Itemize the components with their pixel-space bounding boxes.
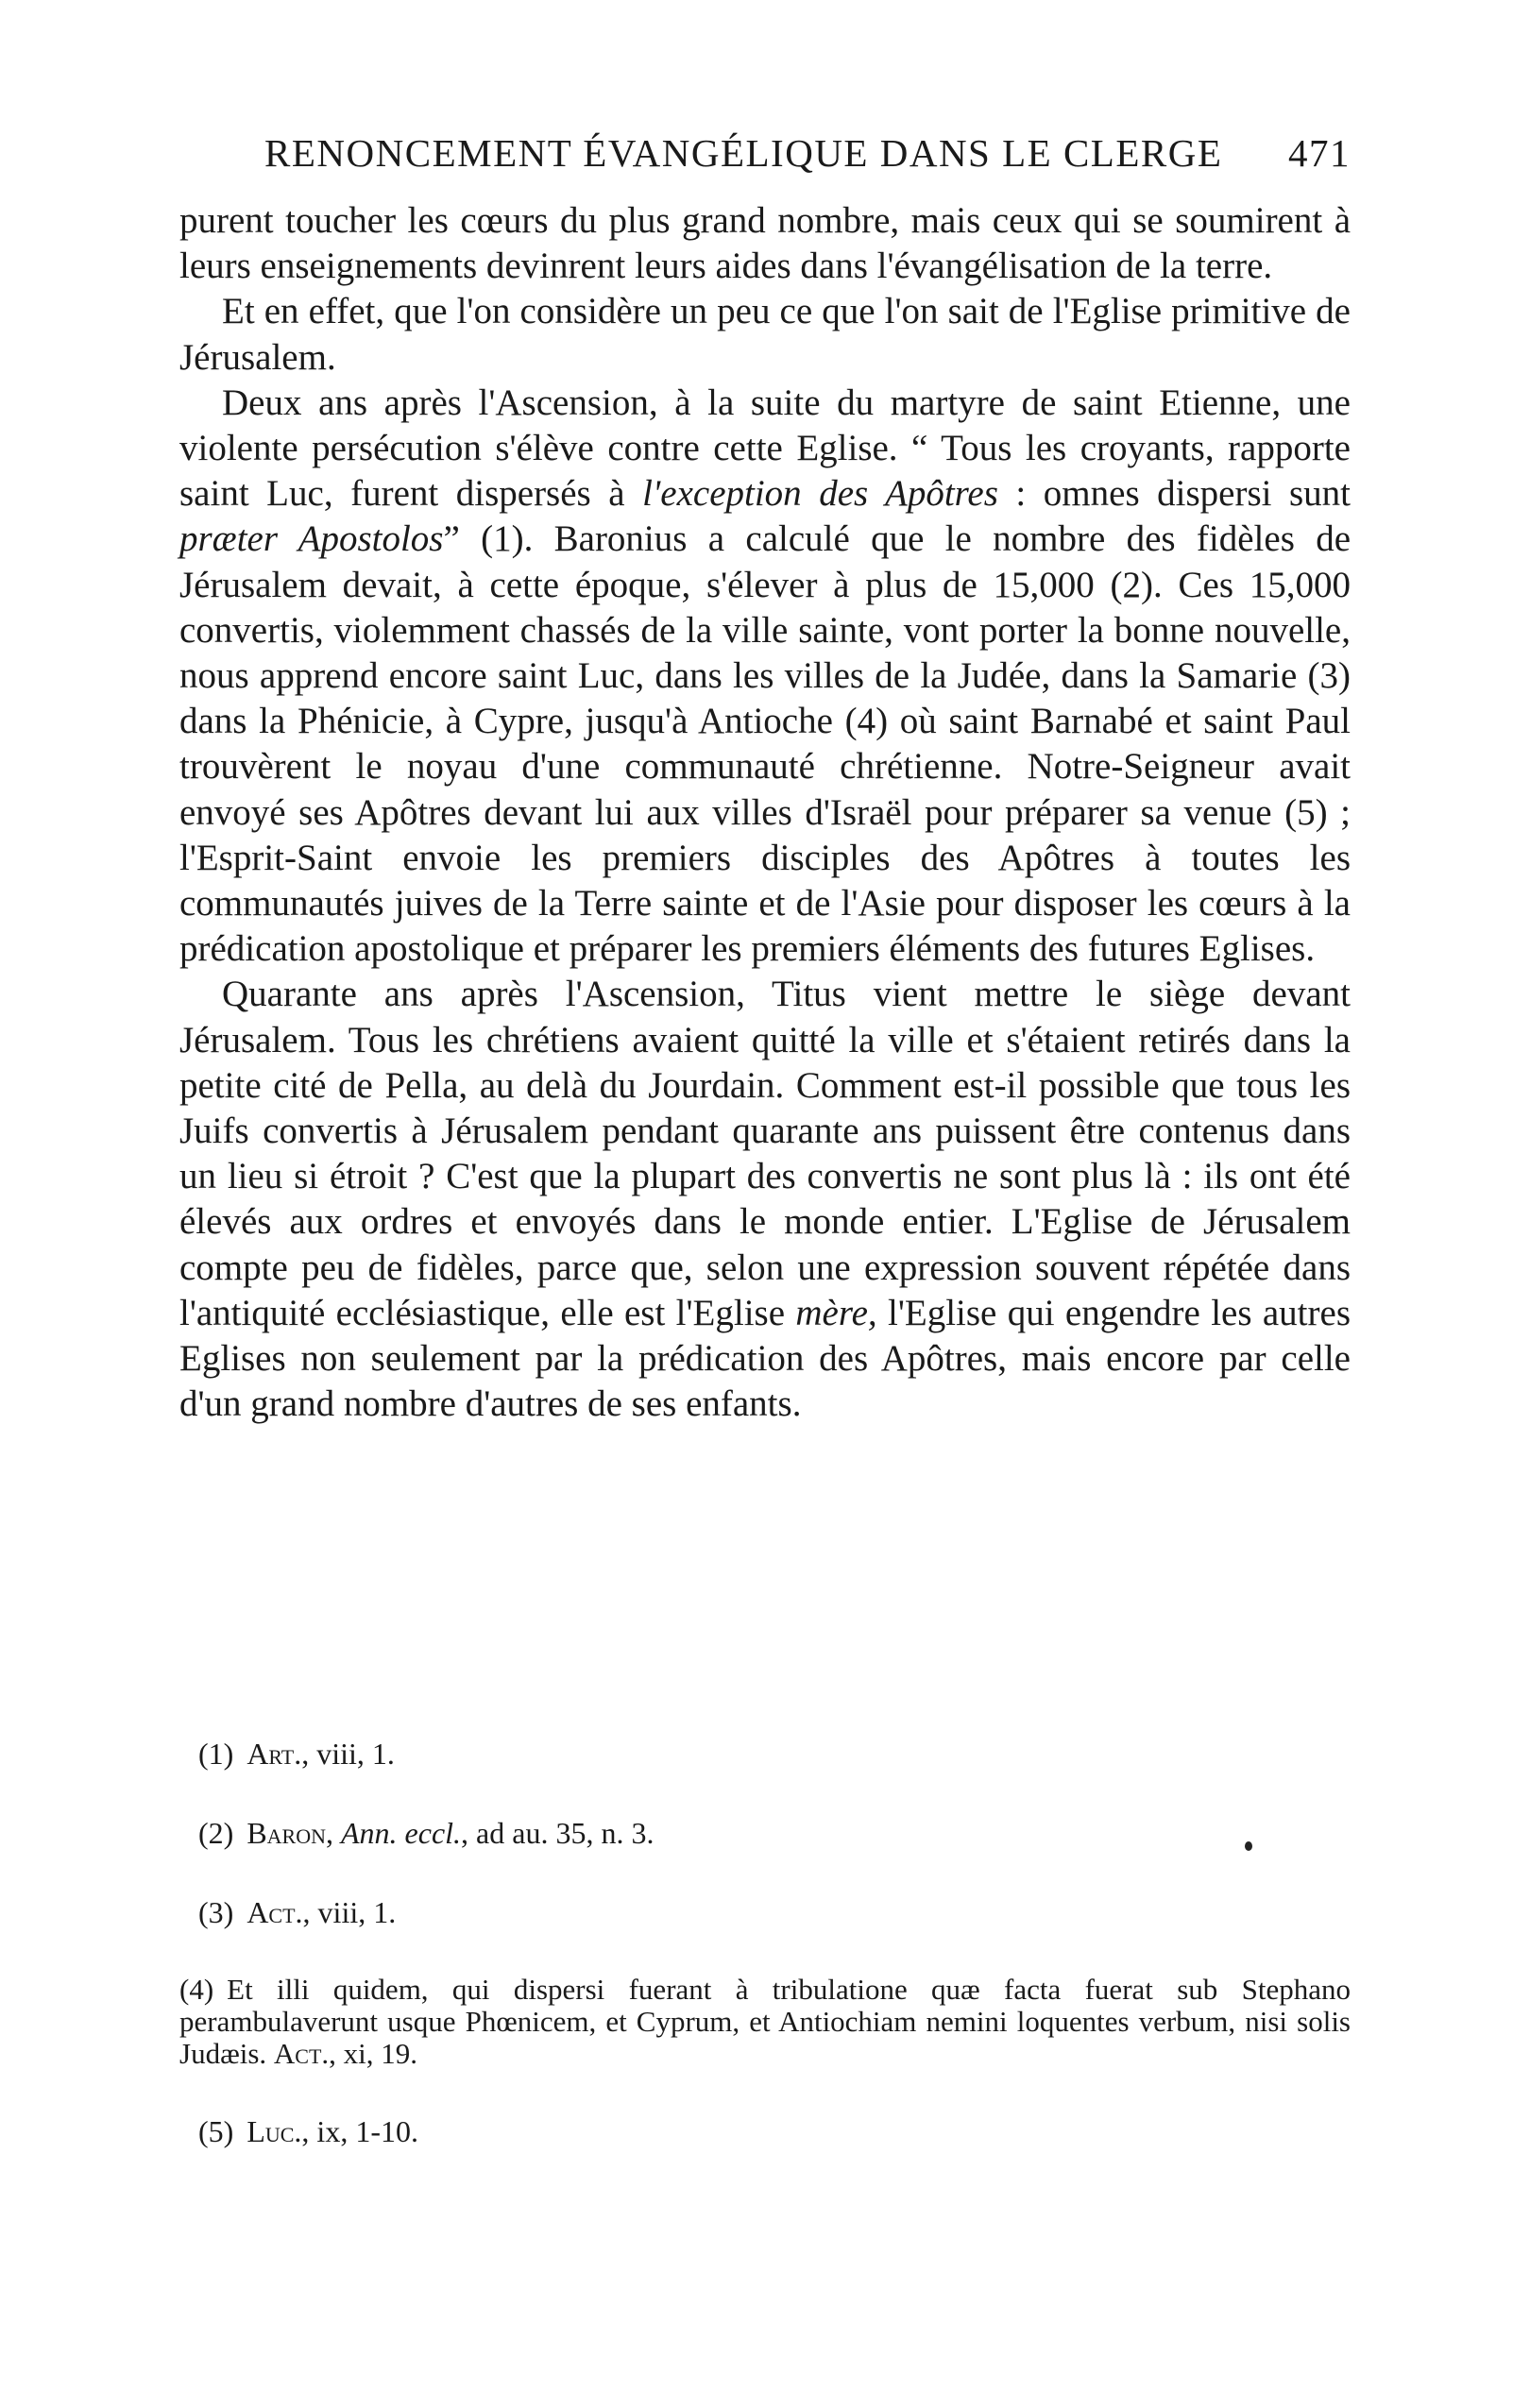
paragraph-4 — [179, 972, 1351, 1427]
paragraph-3-part-c: ” (1). Baronius a calculé que le nombre des fidèles de Jérusalem devait, à cette époque, s'élever à plus de 15,000 (2). Ces 15,000 convertis, violemment chassés de la ville sainte, vont porter la bonne nouvelle, nous apprend encore saint Luc, dans les villes de la Judée, dans la Samarie (3) dans la Phénicie, à Cypre, jusqu'à Antioche (4) où saint Barnabé et saint Paul trouvèrent le noyau d'une communauté chrétienne. Notre-Seigneur avait envoyé ses Apôtres devant lui aux villes d'Israël pour préparer sa venue (5) ; l'Esprit-Saint envoie les premiers disciples des Apôtres à toutes les communautés juives de la Terre sainte et de l'Asie pour disposer les cœurs à la prédication apostolique et préparer les premiers éléments des futures Eglises. — [179, 518, 1351, 970]
footnote-ref: , xi, 19. — [329, 2037, 418, 2070]
main-text — [179, 198, 1351, 1427]
footnote-ref: , ix, 1-10. — [301, 2114, 418, 2148]
paragraph-4-part-b: l'Eglise qui engendre les autres Eglises non seulement par la prédication des Apôtres, mais encore par celle d'un grand nombre d'autres de ses enfants. — [179, 1292, 1351, 1425]
footnote-2: (2) Baron, Ann. eccl., ad au. 35, n. 3. — [198, 1816, 654, 1850]
footnote-number: (5) — [198, 2114, 234, 2148]
footnote-1 — [198, 1736, 1351, 1772]
footnote-4 — [179, 1974, 1351, 2070]
footnote-number: (3) — [198, 1895, 234, 1929]
footnote-source: Art. — [246, 1737, 302, 1771]
footnote-source: Act. — [246, 1895, 303, 1929]
paragraph-2: Et en effet, que l'on considère un peu ce que l'on sait de l'Eglise primitive de Jérusalem. — [179, 291, 1351, 378]
running-title: RENONCEMENT ÉVANGÉLIQUE DANS LE CLERGE — [264, 131, 1223, 175]
footnote-ref: , ad au. 35, n. 3. — [461, 1816, 654, 1850]
footnote-number: (4) — [179, 1973, 214, 2006]
footnote-source: Baron — [246, 1816, 326, 1850]
paragraph-3-italic-1: l'exception des Apôtres — [642, 473, 998, 515]
paragraph-3-italic-2: præter Apostolos — [179, 518, 444, 560]
footnote-source: Luc. — [246, 2114, 302, 2148]
footnote-number: (2) — [198, 1816, 234, 1850]
paragraph-3 — [179, 381, 1351, 973]
paragraph-3-part-b: : omnes dispersi sunt — [997, 473, 1352, 515]
footnote-3 — [198, 1894, 1351, 1930]
footnote-text: Et illi quidem, qui dispersi fuerant à tribulatione quæ facta fuerat sub Stephano perambulaverunt usque Phœnicem, et Cyprum, et Antiochiam nemini loquentes verbum, nisi solis Judæis. — [179, 1973, 1351, 2070]
footnote-source: Act. — [273, 2037, 330, 2070]
footnote-ref: , viii, 1. — [301, 1737, 395, 1771]
paragraph-1: purent toucher les cœurs du plus grand nombre, mais ceux qui se soumirent à leurs enseignements devinrent leurs aides dans l'évangélisation de la terre. — [179, 200, 1351, 287]
paragraph-3-part-a: Deux ans après l'Ascension, à la suite du martyre de saint Etienne, une violente persécution s'élève contre cette Eglise. “ Tous les croyants, rapporte saint Luc, furent dispersés à — [179, 382, 1351, 515]
ink-speck — [1245, 1841, 1252, 1851]
page-number: 471 — [1288, 131, 1351, 175]
paragraph-4-italic: mère, — [795, 1292, 877, 1333]
footnote-number: (1) — [198, 1737, 234, 1771]
footnote-title: Ann. eccl. — [341, 1816, 462, 1850]
footnote-ref: , viii, 1. — [302, 1895, 397, 1929]
paragraph-4-part-a: Quarante ans après l'Ascension, Titus vient mettre le siège devant Jérusalem. Tous les chrétiens avaient quitté la ville et s'étaient retirés dans la petite cité de Pella, au delà du Jourdain. Comment est-il possible que tous les Juifs convertis à Jérusalem pendant quarante ans puissent être contenus dans un lieu si étroit ? C'est que la plupart des convertis ne sont plus là : ils ont été élevés aux ordres et envoyés dans le monde entier. L'Eglise de Jérusalem compte peu de fidèles, parce que, selon une expression souvent répétée dans l'antiquité ecclésiastique, elle est l'Eglise — [179, 974, 1351, 1333]
footnote-5 — [198, 2113, 1351, 2149]
footnotes — [179, 1736, 1351, 2193]
